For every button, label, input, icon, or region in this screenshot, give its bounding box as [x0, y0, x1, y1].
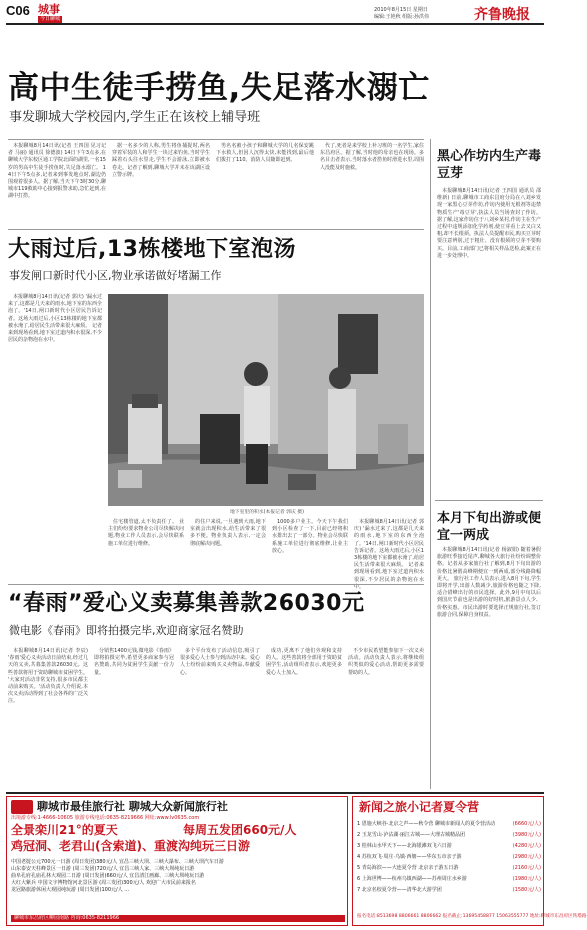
section-label: 城事 [38, 3, 60, 16]
story1-column [112, 143, 210, 224]
story1-text: 代了,死者是来学校上补习班的一名学生,家住东昌府区。据了解,当时他的母亲也在现场。多名目击者表示,当时落水者捞鱼时滑进水里,周围人没能及时施救。 [320, 143, 424, 171]
story1-column [8, 143, 106, 224]
header-meta-date: 2010年8月15日 星期日 [374, 7, 428, 13]
story2-column [354, 519, 424, 590]
list-item [357, 874, 541, 885]
story3-text: 分销售1400元钱,微电影《春雨》即将拍摄完毕,希望更多商家参与冠名赞助,共同为贫困学生贡献一份力量。 [94, 648, 174, 676]
list-item [357, 852, 541, 863]
story3-text: 本报聊城8月14日讯(记者 李辰) '春雨'爱心义卖活动日前结束,经过几天的义卖,共募集善款26030元。这些善款将用于资助聊城市贫困学生。 '大家对活动非常支持,很多市民都主动前来购买。'活动负责人介绍说,本次义卖活动得到了社会各界的广泛关注。 [8, 648, 89, 705]
story3-column [180, 648, 260, 788]
sidebar2-text: 本报聊城8月14日讯(记者 杨淑娟) 随着暑假旅游旺季接近尾声,聊城各大旅行社纷纷调整价格。记者从多家旅行社了解到,8月下旬出游的价格比暑假高峰期便宜一到两成,部分线路降幅更大。 旅行社工作人员表示,进入8月下旬,学生即将开学,出游人数减少,旅游价格也随之下降,适合错峰出行的市民选择。此外,9月中旬以后到国庆节前也是出游的好时机,旅游景点人少、价格实惠。市民出游时要选择正规旅行社,签订旅游合同,保障自身权益。 [437, 547, 541, 618]
list-item: 大红大紫兵 中国文字博物馆河北景区游 (周三发团)300元/人 欢迎广大市民前来报名 [11, 880, 196, 886]
story2-column [272, 519, 348, 579]
camp-item-price: (3980元/人) [512, 832, 541, 838]
sidebar2-headline: 本月下旬出游或便宜一两成 [437, 511, 542, 543]
header-meta-editor: 编辑:王艳秋 组版:孙洪伟 [374, 14, 429, 20]
story3-top-rule [8, 584, 424, 585]
list-item: 山东泰安天柱峰景区一日游 (周三发团)720元/人 宜昌三峡人家、三峡大坝纯玩日游 [11, 866, 195, 872]
list-item [357, 841, 541, 852]
story2-text: 本报聊城8月14日讯(记者 郭庆) '漏水过来了,这都是几天来的雨水,地下室的东西全泡了。'14日,闸口新时代小区居民告诉记者。这场大雨过后,小区13栋楼的地下室都被水淹了,给居民生活带来很大麻烦。 记者来到现场看到,地下室过道内积水很深,不少居民的杂物泡在水中。 [8, 294, 102, 344]
story3-column [348, 648, 424, 788]
sidebar1-headline: 黑心作坊内生产毒豆芽 [437, 149, 542, 181]
story1-headline: 高中生徒手捞鱼,失足落水溺亡 [8, 70, 430, 106]
story2-subhead: 事发闸口新时代小区,物业承诺做好堵漏工作 [9, 269, 222, 282]
story1-subhead: 事发聊城大学校园内,学生正在该校上辅导班 [9, 110, 261, 125]
camp-item-text: 3 桂林山水甲天下——北海银滩双飞六日游 [357, 843, 452, 849]
travel-agency-ad [6, 796, 348, 926]
story2-text: 本报聊城8月14日讯(记者 郭庆) '漏水过来了,这都是几天来的雨水,地下室的东西全泡了。'14日,闸口新时代小区居民告诉记者。这场大雨过后,小区13栋楼的地下室都被水淹了,给居民生活带来很大麻烦。 记者来到现场看到,地下室过道内积水很深,不少居民的杂物泡在水中。 [354, 519, 424, 590]
camp-item-text: 6 上海世博——杭州乌镇西湖——苏州周庄水乡游 [357, 876, 467, 882]
story1-column [320, 143, 424, 224]
agency-tour-list [11, 859, 345, 894]
promo-line-2: 每周五发团660元/人 [183, 823, 297, 837]
story2-top-rule [8, 229, 424, 230]
summer-camp-ad [352, 796, 587, 926]
list-item: 龙冠路旅游休闲大观园纯玩游 (周日发团)100元/人 ... [11, 887, 130, 893]
camp-item-text: 2 玉龙雪山·泸沽湖·丽江古城——大理古城精品团 [357, 832, 465, 838]
camp-item-text: 7 北京名校夏令营——清华北大游学团 [357, 887, 442, 893]
subsection-label: 今日聊城 [40, 16, 61, 22]
story2-text: 1000多户业主。今天下午我们到小区检查了一下,目前已经将积水排出去了一部分。物业会尽快联系施工单位进行彻底维修,让业主放心。 [272, 519, 348, 554]
promo-line-1: 全景栾川21°的夏天 [11, 823, 118, 837]
camp-item-text: 4 苏杭双飞·周庄·乌镇·西塘——华东五市亲子游 [357, 854, 462, 860]
camp-item-price: (1980元/人) [512, 876, 541, 882]
story3-column [94, 648, 174, 788]
masthead-logo: 齐鲁晚报 [474, 7, 530, 23]
list-item [357, 885, 541, 896]
sidebar2-body [437, 547, 541, 787]
sidebar-vertical-rule [430, 139, 431, 789]
list-item [357, 863, 541, 874]
sidebar1-body [437, 188, 541, 486]
camp-item-price: (6660元/人) [512, 821, 541, 827]
camp-list [357, 819, 541, 896]
camp-item-text: 5 青岛海滨——大连夏令营 北京亲子游五日游 [357, 865, 459, 871]
camp-item-price: (2980元/人) [512, 854, 541, 860]
story2-text: 的住户来说,一旦遇到大雨,地下室就会出现积水,给生活带来了很多不便。物业负责人表示,一定会彻底解决问题。 [190, 519, 266, 547]
story3-text: 成功,更离不了他们旁观和支持的人。这些善款将全部用于资助贫困学生,活动组织者表示,欢迎更多爱心人士加入。 [266, 648, 342, 676]
story2-column [8, 294, 102, 506]
list-item: 中国老挝公元700元一日游 (周日发团)380元/人 宜昌三峡大坝、三峡大瀑布、三峡大坝汽车日游 [11, 859, 224, 865]
story3-text: 不少市民希望能参加下一次义卖活动。活动负责人表示,将继续组织类似的爱心活动,帮助更多需要帮助的人。 [348, 648, 424, 676]
header-rule [6, 23, 544, 25]
agency-logo-icon [11, 800, 33, 814]
camp-item-price: (4280元/人) [512, 843, 541, 849]
ad-top-rule [6, 792, 544, 794]
story2-column [190, 519, 266, 579]
story2-text: 住宅楼管道,太不负责任了。 业主们纷纷要求物业公司尽快解决问题,物业工作人员表示,会尽快联系施工单位进行维修。 [108, 519, 184, 547]
camp-footer: 报名电话:8513698 8806661 8806662 报名截止:13695458877 15063555777 地址:聊城市东昌府区铁塔路 [357, 914, 587, 919]
list-item: 曲阜孔府孔庙孔林大观园二日游 (周日发团)660元/人 宜昌清江画廊、三峡大坝纯玩日游 [11, 873, 205, 879]
camp-item-price: (2160元/人) [512, 865, 541, 871]
story3-text: 多个平台发布了活动信息,吸引了很多爱心人士参与到活动中来。爱心人士纷纷前来购买义卖物品,奉献爱心。 [180, 648, 261, 676]
camp-item-price: (1580元/人) [512, 887, 541, 893]
photo-caption: 地下室里的积水(本报记者 郭庆 摄) [230, 510, 304, 515]
page-code: C06 [6, 3, 30, 18]
story2-headline: 大雨过后,13栋楼地下室泡汤 [8, 237, 296, 262]
agency-title: 聊城市最佳旅行社 聊城大众新闻旅行社 [37, 800, 228, 813]
list-item [357, 819, 541, 830]
sidebar1-divider [435, 500, 543, 501]
story3-headline: “春雨”爱心义卖募集善款26030元 [8, 591, 365, 616]
story2-column [108, 519, 184, 579]
flooded-basement-photo [108, 294, 424, 506]
promo-line-3: 鸡冠洞、老君山(含索道)、重渡沟纯玩三日游 [11, 839, 250, 853]
story3-column [266, 648, 342, 788]
agency-phones: 出境游专线:1-4666-10605 旅游专线电话:0635-8219666 网址:www.lv0635.com [11, 815, 200, 821]
flooded-basement-photo-graphic [108, 294, 424, 506]
page-header [6, 3, 544, 23]
story1-column [216, 143, 314, 224]
story3-subhead: 微电影《春雨》即将拍摄完毕,欢迎商家冠名赞助 [9, 624, 244, 637]
story1-text: 据一名多少的人称,男生将鱼捕捉时,两名穿着军装的人和学生一块过来钓鱼,当时学生踩着石头往水里走,学生不会游泳,立即被水卷走。记者了解到,聊城大学并未在该湖区设立警示牌。 [112, 143, 210, 178]
story3-column [8, 648, 88, 788]
agency-footer: 聊城市东昌府区柳园南路 咨询:0635-8211966 [11, 915, 345, 922]
story1-text: 男名名被小孩子和聊城大学的几名保安跳下水救人,但因人沉得太快,未能找到,最后他们拨打了110。消防人员随即赶到。 [216, 143, 314, 164]
camp-title: 新闻之旅小记者夏令营 [359, 800, 480, 814]
list-item [357, 830, 541, 841]
sidebar1-text: 本报聊城8月14日讯(记者 王四国 通讯员 邵维新) 日前,聊城市工商东昌府分局在八刘乡发现一家黑心豆芽作坊,作坊内使用无根剂等违禁物质生产'毒豆芽',执法人员当场查封了作坊。 据了解,这家作坊位于八刘乡某村,作坊主在生产过程中违规添加化学药剂,使豆芽看上去又白又粗,却不长根须。执法人员提醒市民,购买豆芽时要注意辨别,过于粗壮、没有根须的豆芽不要购买。目前,工商部门已将相关样品送检,此案正在进一步处理中。 [437, 188, 541, 259]
camp-item-text: 1 恩施大峡谷·北京之声——秋令营 聊城市新闻人的夏令营活动 [357, 821, 495, 827]
story1-text: 本报聊城8月14日讯(记者 王四国 见习记者 马丽) 通讯员 徐德波) 14日下午3点多,在聊城大学东校区通工学院北面的湖里,一名15岁的男高中生徒手捞鱼时,失足落水溺亡。 14日下午5点多,记者来到事发地点时,湖边仍围观着很多人。据了解,当天下午3时30分,聊城市119救助中心接到报警求助,急忙赶到,在湖中打捞。 [8, 143, 106, 200]
story1-divider [8, 139, 424, 140]
